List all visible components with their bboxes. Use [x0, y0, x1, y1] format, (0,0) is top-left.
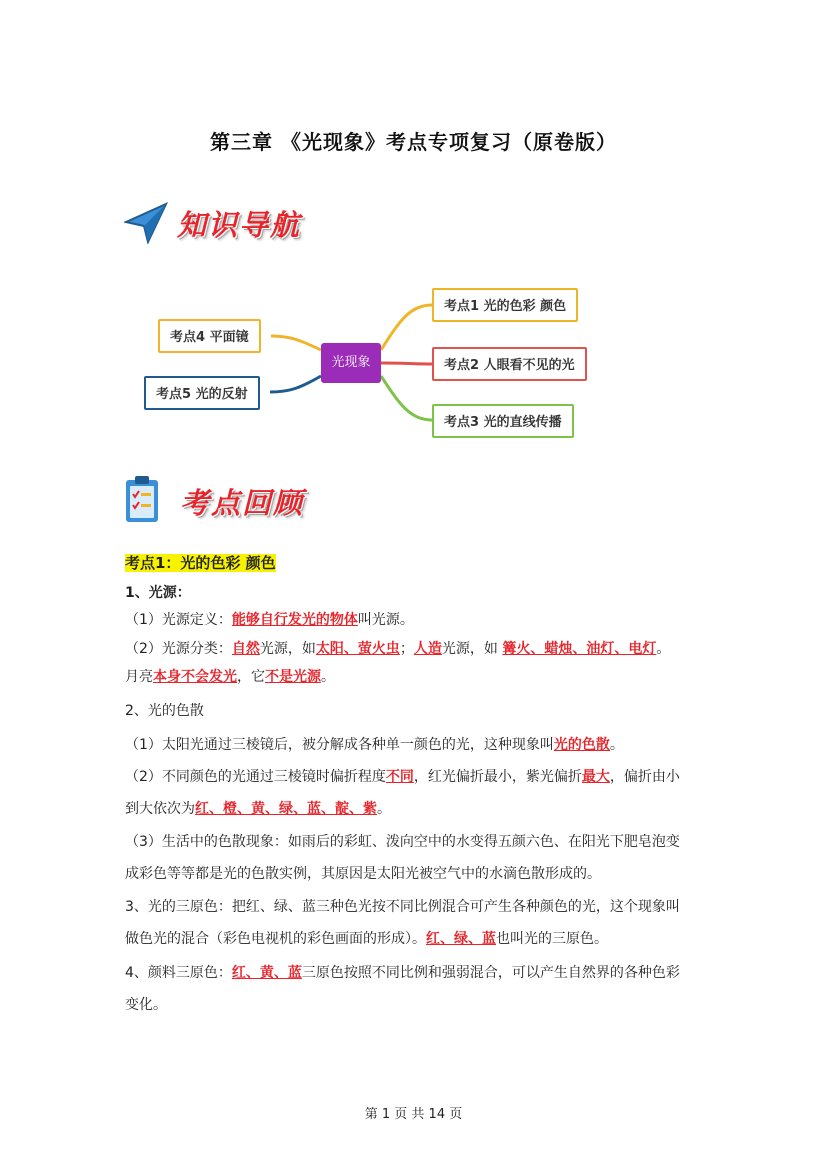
answer: 红、绿、蓝 [426, 931, 496, 947]
answer: 红、黄、蓝 [231, 965, 302, 981]
mindmap-connectors [0, 0, 827, 460]
answer: 自然 [231, 641, 260, 657]
answer: 不同 [385, 769, 414, 785]
answer: 最大 [581, 769, 610, 785]
paragraph-light-source-types: （2）光源分类：自然光源，如太阳、萤火虫；人造光源，如 篝火、蜡烛、油灯、电灯。 [125, 641, 671, 657]
paragraph-pigment-colors-1: 4、颜料三原色：红、黄、蓝三原色按照不同比例和强弱混合，可以产生自然界的各种色彩 [125, 965, 680, 981]
mindmap-node-3: 考点3 光的直线传播 [432, 404, 574, 438]
mindmap-center-node: 光现象 [321, 343, 381, 383]
paragraph-pigment-colors-2: 变化。 [125, 997, 167, 1013]
section-banner-knowledge-nav: 知识导航 [177, 208, 302, 242]
page-title: 第三章 《光现象》考点专项复习（原卷版） [210, 130, 617, 154]
section-banner-review: 考点回顾 [180, 486, 305, 520]
mindmap-node-1: 考点1 光的色彩 颜色 [432, 288, 578, 322]
answer: 太阳、萤火虫 [315, 641, 400, 657]
mindmap-node-2: 考点2 人眼看不见的光 [432, 347, 587, 381]
answer: 本身不会发光 [153, 669, 237, 685]
paragraph-light-source-def: （1）光源定义：能够自行发光的物体叫光源。 [125, 612, 414, 628]
page-footer: 第 1 页 共 14 页 [364, 1107, 463, 1122]
clipboard-checklist-icon [124, 474, 160, 524]
mindmap-node-5: 考点5 光的反射 [144, 376, 260, 410]
answer: 光的色散 [553, 737, 610, 753]
paragraph-light-source-head: 1、光源： [125, 585, 191, 601]
answer: 篝火、蜡烛、油灯、电灯 [502, 641, 657, 657]
paragraph-dispersion-order: 到大依次为红、橙、黄、绿、蓝、靛、紫。 [125, 801, 391, 817]
paragraph-dispersion-1: （1）太阳光通过三棱镜后，被分解成各种单一颜色的光，这种现象叫光的色散。 [125, 737, 624, 753]
paragraph-primary-colors-1: 3、光的三原色：把红、绿、蓝三种色光按不同比例混合可产生各种颜色的光，这个现象叫 [125, 899, 680, 915]
answer: 红、橙、黄、绿、蓝、靛、紫 [195, 801, 377, 817]
section-heading-1: 考点1：光的色彩 颜色 [125, 554, 276, 572]
paragraph-dispersion-head: 2、光的色散 [125, 703, 204, 719]
answer: 能够自行发光的物体 [231, 612, 358, 628]
paragraph-dispersion-life-2: 成彩色等等都是光的色散实例，其原因是太阳光被空气中的水滴色散形成的。 [125, 866, 601, 882]
paragraph-moon: 月亮本身不会发光，它不是光源。 [125, 669, 335, 685]
paragraph-primary-colors-2: 做色光的混合（彩色电视机的彩色画面的形成）。红、绿、蓝也叫光的三原色。 [125, 931, 608, 947]
paragraph-dispersion-life-1: （3）生活中的色散现象：如雨后的彩虹、泼向空中的水变得五颜六色、在阳光下肥皂泡变 [125, 834, 680, 850]
paragraph-dispersion-2: （2）不同颜色的光通过三棱镜时偏折程度不同，红光偏折最小，紫光偏折最大，偏折由小 [125, 769, 680, 785]
answer: 人造 [413, 641, 442, 657]
answer: 不是光源 [265, 669, 321, 685]
mindmap-node-4: 考点4 平面镜 [158, 319, 261, 353]
